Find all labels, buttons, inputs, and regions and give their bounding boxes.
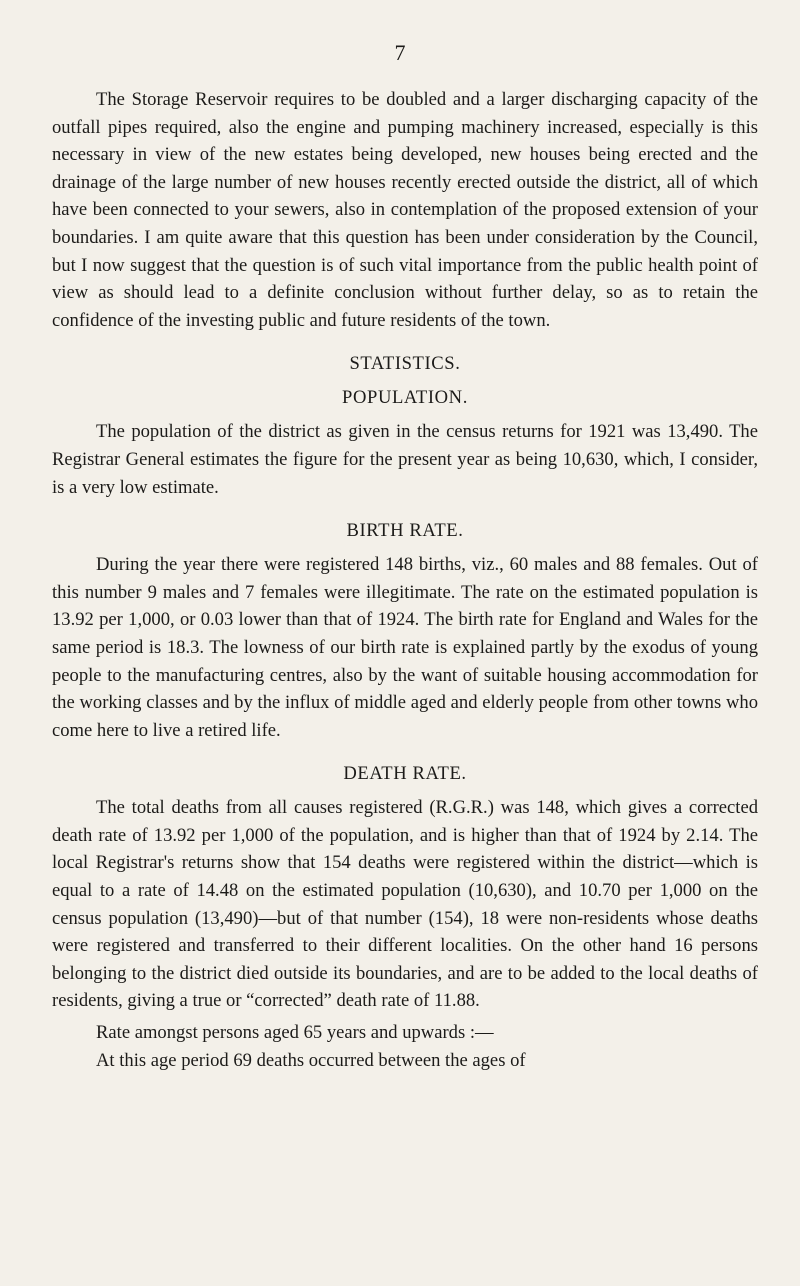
statistics-heading: STATISTICS. (349, 353, 461, 375)
birth-rate-heading: BIRTH RATE. (346, 520, 464, 542)
rate-65-line: Rate amongst persons aged 65 years and upwards :— (96, 1022, 494, 1044)
population-paragraph: The population of the district as given in the census returns for 1921 was 13,490. The Registrar General estimates the figure for the present year as being 10,630, which, I consider, is a very low estimate. (52, 421, 758, 498)
population-heading: POPULATION. (342, 387, 468, 409)
intro-paragraph: The Storage Reservoir requires to be doubled and a larger discharging capacity of the outfall pipes required, also the engine and pumping machinery increased, especially is this necessary in view of the new estates being developed, new houses being erected and the drainage of the large number of new houses recently erected outside the district, all of which have been connected to your sewers, also in contemplation of the proposed extension of your boundaries. I am quite aware that this question has been under consideration by the Council, but I now suggest that the question is of such vital importance from the public health point of view as should lead to a definite conclusion without further delay, so as to retain the confidence of the investing public and future residents of the town. (52, 89, 758, 331)
death-rate-heading: DEATH RATE. (343, 763, 467, 785)
document-body (52, 86, 758, 1074)
birth-rate-paragraph: During the year there were registered 148 births, viz., 60 males and 88 females. Out of this number 9 males and 7 females were illegitimate. The rate on the estimated population is 13.92 per 1,000, or 0.03 lower than that of 1924. The birth rate for England and Wales for the same period is 18.3. The lowness of our birth rate is explained partly by the exodus of young people to the manufacturing centres, also by the want of suitable housing accommodation for the working classes and by the influx of middle aged and elderly people from other towns who come here to live a retired life. (52, 554, 758, 741)
death-rate-paragraph: The total deaths from all causes registered (R.G.R.) was 148, which gives a corrected death rate of 13.92 per 1,000 of the population, and is higher than that of 1924 by 2.14. The local Registrar's returns show that 154 deaths were registered within the district—which is equal to a rate of 14.48 on the estimated population (10,630), and 10.70 per 1,000 on the census population (13,490)—but of that number (154), 18 were non-residents whose deaths were registered and transferred to their different localities. On the other hand 16 persons belonging to the district died outside its boundaries, and are to be added to the local deaths of residents, giving a true or “corrected” death rate of 11.88. (52, 797, 758, 1012)
page-number: 7 (394, 40, 406, 65)
age-period-line: At this age period 69 deaths occurred between the ages of (96, 1049, 526, 1071)
